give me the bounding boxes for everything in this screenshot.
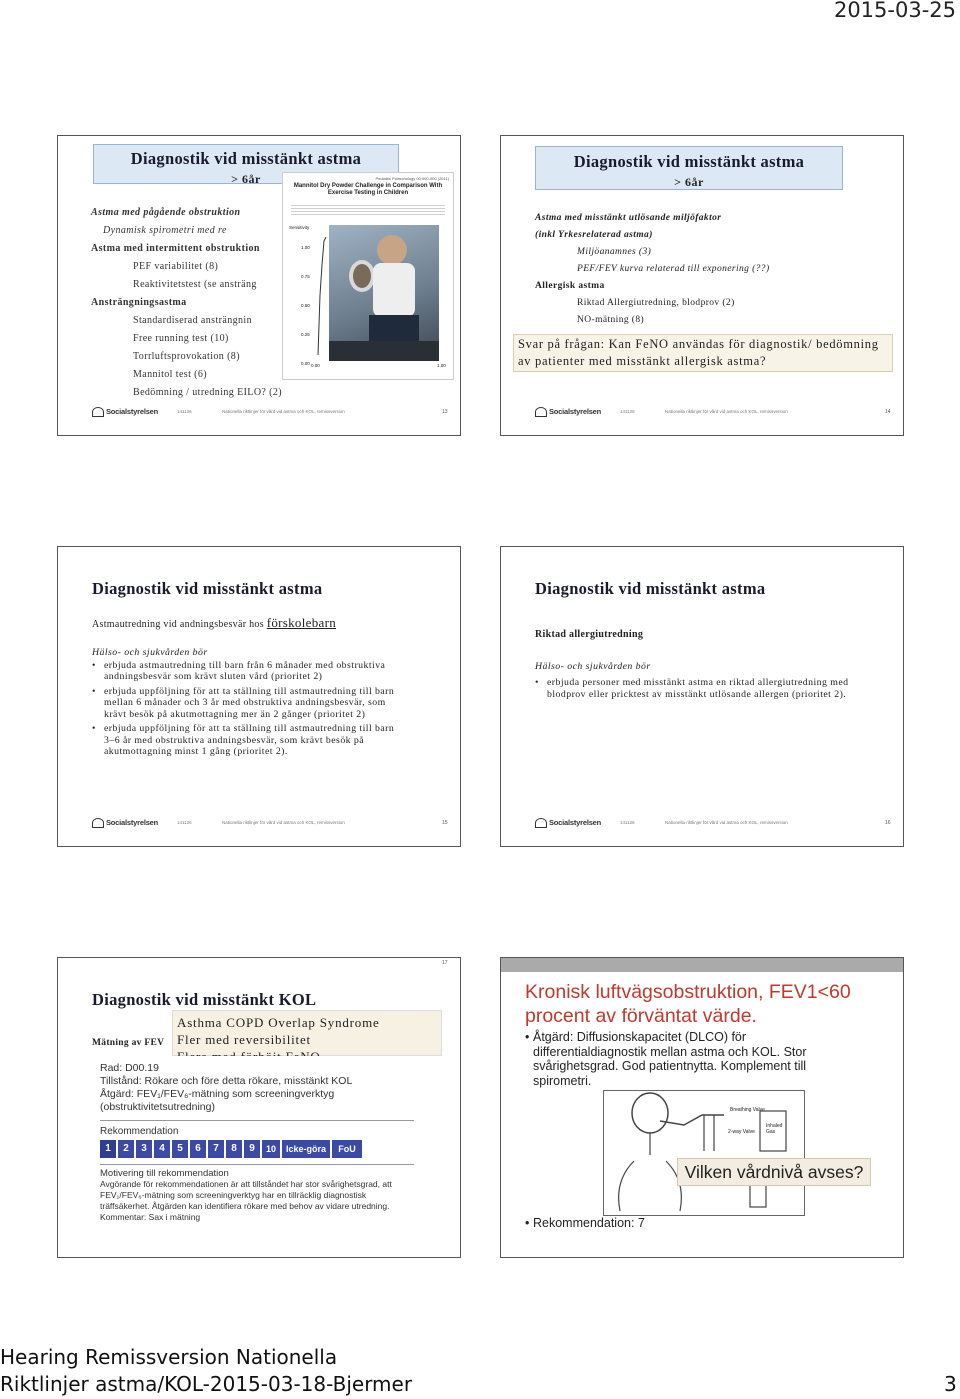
body-line: Dynamisk spirometri med re [103, 225, 227, 236]
logo-mark-icon [535, 407, 547, 417]
page-date: 2015-03-25 [833, 0, 956, 22]
bullet-item: • Åtgärd: Diffusionskapacitet (DLCO) för differentialdiagnostik mellan astma och KOL. Stor svårighetsgrad. God patientnytta. Komplement till spirometri. [525, 1030, 845, 1088]
slide-body [525, 1030, 845, 1088]
socialstyrelsen-logo [92, 818, 158, 828]
body-line: Mannitol test (6) [133, 369, 208, 380]
kommentar: Kommentar: Sax i mätning [100, 1212, 201, 1222]
slide-title: Kronisk luftvägsobstruktion, FEV1<60 procent av förväntat värde. [525, 981, 851, 1027]
rek-cell: 8 [226, 1140, 242, 1158]
ytick: 1.00 [301, 245, 310, 250]
tillstand-line: Tillstånd: Rökare och före detta rökare, misstänkt KOL [100, 1075, 353, 1087]
section-heading: Riktad allergiutredning [535, 629, 644, 640]
slide-body [535, 661, 855, 702]
rek-cell: 6 [190, 1140, 206, 1158]
body-intro: Hälso- och sjukvården bör [92, 647, 208, 658]
footer-page: 17 [442, 960, 448, 966]
slide-title: Diagnostik vid misstänkt astma [535, 579, 766, 598]
slide-title: Diagnostik vid misstänkt KOL [92, 990, 317, 1009]
body-line: (inkl Yrkesrelaterad astma) [535, 230, 653, 240]
diagram-label: Breathing Valve [730, 1107, 765, 1113]
body-line: Astma med intermittent obstruktion [91, 243, 260, 254]
body-line: Riktad Allergiutredning, blodprov (2) [577, 298, 735, 308]
slide-body-2 [525, 1216, 645, 1230]
rek-cell: 3 [136, 1140, 152, 1158]
rad-line: Rad: D00.19 [100, 1062, 159, 1074]
left-label: Mätning av FEV [92, 1038, 165, 1048]
body-line: Ansträngningsastma [91, 297, 187, 308]
rek-cell: FoU [332, 1140, 362, 1158]
slide-footer [92, 818, 448, 832]
slide-title: Diagnostik vid misstänkt astma [92, 579, 323, 598]
diagram-label: Inhaled Gas [766, 1123, 783, 1135]
body-line: NO-mätning (8) [577, 315, 645, 325]
figure-yticks [301, 233, 310, 378]
slide-body [535, 210, 885, 329]
top-band [501, 958, 903, 972]
logo-text: Socialstyrelsen [549, 407, 602, 416]
runner-shirt [373, 263, 415, 317]
slide-title-box [535, 146, 843, 190]
slide-footer [92, 407, 448, 421]
slide-15 [57, 546, 461, 847]
body-line: PEF variabilitet (8) [133, 261, 219, 272]
slide-14 [500, 135, 904, 436]
recommendation-card [94, 1056, 420, 1236]
body-intro: Hälso- och sjukvården bör [535, 661, 651, 672]
acos-line: Fler med reversibilitet [177, 1032, 311, 1047]
body-line: PEF/FEV kurva relaterad till exponering (??) [577, 264, 770, 274]
body-line: Torrluftsprovokation (8) [133, 351, 240, 362]
ytick: 0.25 [301, 332, 310, 337]
mannitol-figure [282, 172, 454, 380]
socialstyrelsen-logo [92, 407, 158, 417]
rek-cell: 1 [100, 1140, 116, 1158]
slide-subtitle: > 6år [231, 172, 261, 186]
slide-footer [535, 407, 891, 421]
footer-code: 141126 [177, 820, 192, 825]
question-callout: Svar på frågan: Kan FeNO användas för diagnostik/ bedömning av patienter med misstänkt allergisk astma? [513, 334, 893, 372]
motivering-block [100, 1164, 414, 1223]
footer-page: 13 [442, 409, 448, 415]
body-line: Standardiserad ansträngnin [133, 315, 252, 326]
page-number: 3 [944, 1372, 957, 1396]
footer-text: Nationella riktlinjer för vård vid astma och KOL, remissversion [222, 820, 345, 825]
rek-cell: 7 [208, 1140, 224, 1158]
body-line: Astma med misstänkt utlösande miljöfaktor [535, 213, 722, 223]
socialstyrelsen-logo [535, 818, 601, 828]
rek-cell: Icke-göra [282, 1140, 330, 1158]
footer-code: 141126 [620, 409, 635, 414]
body-line: Allergisk astma [535, 281, 605, 291]
footer-code: 141126 [620, 820, 635, 825]
acos-box [172, 1010, 442, 1056]
footer-page: 15 [442, 820, 448, 826]
level-callout: Vilken vårdnivå avses? [677, 1158, 871, 1186]
logo-text: Socialstyrelsen [549, 818, 602, 827]
slide-title: Diagnostik vid misstänkt astma [130, 149, 362, 168]
treadmill-photo [329, 225, 439, 361]
lung-diagram-icon [604, 1091, 804, 1215]
acos-title: Asthma COPD Overlap Syndrome [177, 1015, 380, 1030]
logo-mark-icon [92, 818, 104, 828]
figure-journal: Pediatric Pulmonology 00:000-000 (2011) [375, 176, 449, 181]
footer-text: Nationella riktlinjer för vård vid astma och KOL, remissversion [222, 409, 345, 414]
page-footer-line-2: Riktlinjer astma/KOL-2015-03-18-Bjermer [0, 1372, 413, 1396]
footer-page: 16 [885, 820, 891, 826]
rek-cell: 9 [244, 1140, 260, 1158]
rek-cell: 2 [118, 1140, 134, 1158]
logo-text: Socialstyrelsen [106, 818, 159, 827]
figure-curve [317, 235, 327, 357]
slide-13 [57, 135, 461, 436]
slide-subtitle: > 6år [674, 175, 704, 189]
bullet-item: • Rekommendation: 7 [525, 1216, 645, 1230]
diagram-label: 2-way Valve [728, 1129, 755, 1135]
treadmill-belt [329, 341, 439, 361]
slide-16 [500, 546, 904, 847]
rek-cell: 4 [154, 1140, 170, 1158]
page-footer-line-1: Hearing Remissversion Nationella [0, 1345, 338, 1369]
rek-cell: 10 [262, 1140, 280, 1158]
logo-mark-icon [535, 818, 547, 828]
ytick: 0.50 [301, 303, 310, 308]
figure-ylabel: Sensitivity [289, 225, 310, 230]
socialstyrelsen-logo [535, 407, 601, 417]
rek-scale [100, 1140, 414, 1158]
body-line: Reaktivitetstest (se ansträng [133, 279, 257, 290]
rek-cell: 5 [172, 1140, 188, 1158]
heading-text: Astmautredning vid andningsbesvär hos [92, 619, 267, 630]
logo-text: Socialstyrelsen [106, 407, 159, 416]
ytick: 0.00 [301, 361, 310, 366]
slide-body [92, 647, 402, 758]
body-line: Free running test (10) [133, 333, 229, 344]
footer-page: 14 [885, 409, 891, 415]
slide-footer [535, 818, 891, 832]
section-heading [92, 615, 336, 631]
runner-head [377, 235, 407, 265]
body-line: Bedömning / utredning EILO? (2) [133, 387, 283, 398]
slide-title: Diagnostik vid misstänkt astma [573, 152, 805, 171]
dlco-diagram [603, 1090, 805, 1216]
rek-label: Rekommendation [100, 1120, 414, 1138]
monitor-icon [349, 260, 375, 292]
footer-code: 141126 [177, 409, 192, 414]
slide-18 [500, 957, 904, 1258]
mot-text: Avgörande för rekommendationen är att tillståndet har stor svårighetsgrad, att FEV₁/FEV₆-mätning som screeningverktyg har en tillräcklig diagnostisk träffsäkerhet. Åtgärden kan identifiera rökare med behov av vidare utredning. [100, 1179, 392, 1211]
footer-text: Nationella riktlinjer för vård vid astma och KOL, remissversion [665, 820, 788, 825]
mot-title: Motivering till rekommendation [100, 1168, 229, 1179]
figure-title: Mannitol Dry Powder Challenge in Comparison With Exercise Testing in Children [293, 183, 443, 196]
bullet-item: • erbjuda astmautredning till barn från 6 månader med obstruktiva andningsbesvär som krävt sluten vård (prioritet 2) [92, 660, 402, 683]
heading-emphasis: förskolebarn [266, 615, 337, 630]
ytick: 0.75 [301, 274, 310, 279]
figure-xtick: 0.00 [311, 363, 320, 368]
figure-authors [291, 203, 445, 217]
body-line: Astma med pågående obstruktion [91, 207, 241, 218]
footer-text: Nationella riktlinjer för vård vid astma och KOL, remissversion [665, 409, 788, 414]
atgard-line: Åtgärd: FEV₁/FEV₆-mätning som screeningverktyg (obstruktivitetsutredning) [100, 1088, 335, 1113]
bullet-item: • erbjuda uppföljning för att ta ställning till astmautredning till barn 3–6 år med obstruktiva andningsbesvär, som krävt besök på akutmottagning minst 1 gång (prioritet 2). [92, 723, 402, 758]
slide-17 [57, 957, 461, 1258]
body-line: Miljöanamnes (3) [577, 247, 652, 257]
logo-mark-icon [92, 407, 104, 417]
bullet-item: • erbjuda personer med misstänkt astma en riktad allergiutredning med blodprov eller pricktest av misstänkt utlösande allergen (prioritet 2). [535, 677, 855, 702]
bullet-item: • erbjuda uppföljning för att ta ställning till astmautredning till barn mellan 6 månader och 3 år med obstruktiva andningsbesvär, som krävt besök på akutmottagning mer än 2 gånger (prioritet 2) [92, 686, 402, 721]
figure-xtick: 1.00 [437, 363, 446, 368]
